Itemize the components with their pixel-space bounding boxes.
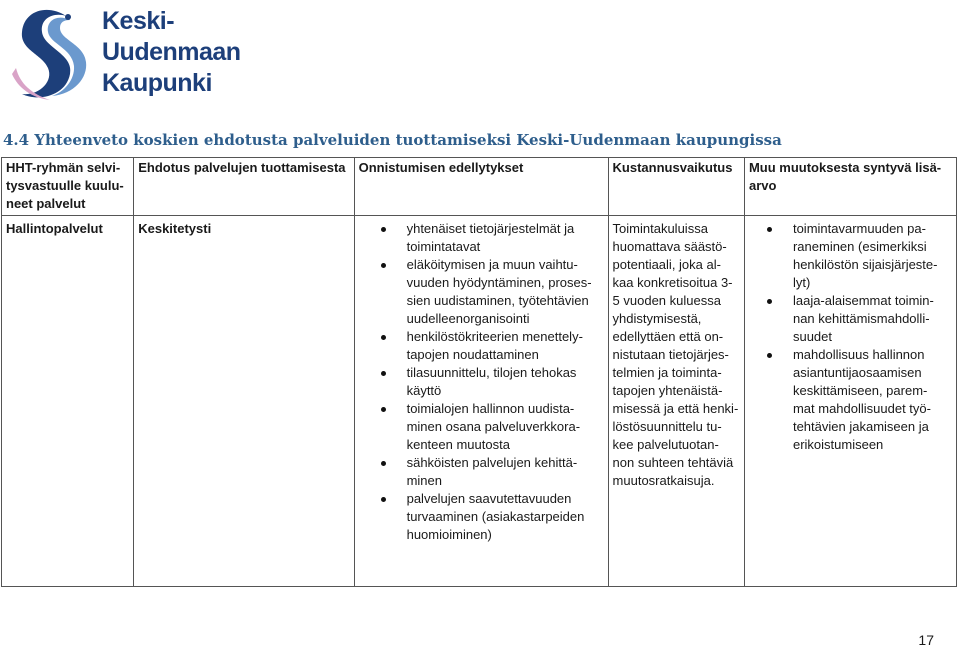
header-line: arvo [748, 178, 777, 193]
cost-line: potentiaali, joka al- [612, 257, 721, 272]
condition-item [359, 454, 604, 490]
list-item-line: yhtenäiset tietojärjestelmät ja [406, 221, 575, 236]
cost-line: misessä ja että henki- [612, 401, 739, 416]
proposal-cell: Keskitetysti [134, 216, 354, 587]
cost-line: Toimintakuluissa [612, 221, 708, 236]
header-cell [134, 158, 354, 216]
cost-line: 5 vuoden kuluessa [612, 293, 721, 308]
cost-line: kee palvelutuotan- [612, 437, 719, 452]
cost-line: löstösuunnittelu tu- [612, 419, 722, 434]
cost-line: yhdistymisestä, [612, 311, 702, 326]
condition-item [359, 400, 604, 454]
list-item-line: tilasuunnittelu, tilojen tehokas [406, 365, 577, 380]
list-item-line: käyttö [406, 383, 442, 398]
header-cell [744, 158, 956, 216]
condition-item [359, 328, 604, 364]
table-header-row [2, 158, 957, 216]
header-line: Ehdotus palvelujen tuottamisesta [138, 160, 346, 175]
summary-table [1, 157, 957, 587]
added-value-list [749, 220, 952, 454]
table-row [2, 216, 957, 587]
list-item-line: henkilöstökriteerien menettely- [406, 329, 583, 344]
list-item-line: toimintatavat [406, 239, 481, 254]
list-item-line: tehtävien jakamiseen ja [792, 419, 929, 434]
list-item-line: tapojen noudattaminen [406, 347, 539, 362]
list-item-line: toimintavarmuuden pa- [792, 221, 926, 236]
swan-logo-icon [8, 4, 98, 104]
logo-line: Keski- [102, 7, 175, 35]
list-item-line: lyt) [792, 275, 811, 290]
list-item-line: kenteen muutosta [406, 437, 510, 452]
list-item-line: vuuden hyödyntäminen, proses- [406, 275, 592, 290]
service-cell: Hallintopalvelut [2, 216, 134, 587]
condition-item [359, 220, 604, 256]
cost-line: huomattava säästö- [612, 239, 727, 254]
cost-line: kaa konkretisoitua 3- [612, 275, 733, 290]
added-value-item [749, 220, 952, 292]
header-line: Kustannusvaikutus [612, 160, 733, 175]
condition-item [359, 490, 604, 544]
cost-line: telmien ja toiminta- [612, 365, 722, 380]
list-item-line: huomioiminen) [406, 527, 492, 542]
cost-line: muutosratkaisuja. [612, 473, 715, 488]
list-item-line: sähköisten palvelujen kehittä- [406, 455, 578, 470]
conditions-cell [354, 216, 608, 587]
page-number: 17 [918, 632, 934, 648]
logo-wordmark [102, 6, 241, 99]
header-cell [2, 158, 134, 216]
header-line: neet palvelut [6, 196, 86, 211]
list-item-line: laaja-alaisemmat toimin- [792, 293, 934, 308]
logo-line: Kaupunki [102, 69, 212, 97]
condition-item [359, 256, 604, 328]
header-line: tysvastuulle kuulu- [6, 178, 124, 193]
condition-item [359, 364, 604, 400]
logo [8, 4, 241, 104]
added-value-cell [744, 216, 956, 587]
list-item-line: keskittämiseen, parem- [792, 383, 928, 398]
list-item-line: minen [406, 473, 443, 488]
list-item-line: eläköitymisen ja muun vaihtu- [406, 257, 578, 272]
cost-line: tapojen yhtenäistä- [612, 383, 723, 398]
header-cell [354, 158, 608, 216]
conditions-list [359, 220, 604, 544]
list-item-line: raneminen (esimerkiksi [792, 239, 927, 254]
added-value-item [749, 346, 952, 454]
cost-line: nistutaan tietojärjes- [612, 347, 729, 362]
header-cell [608, 158, 744, 216]
logo-line: Uudenmaan [102, 38, 241, 66]
added-value-item [749, 292, 952, 346]
list-item-line: suudet [792, 329, 833, 344]
header-line: Onnistumisen edellytykset [358, 160, 524, 175]
list-item-line: uudelleenorganisointi [406, 311, 530, 326]
list-item-line: turvaaminen (asiakastarpeiden [406, 509, 585, 524]
list-item-line: mahdollisuus hallinnon [792, 347, 925, 362]
section-heading: 4.4 Yhteenveto koskien ehdotusta palveluiden tuottamiseksi Keski-Uudenmaan kaupungissa [3, 131, 782, 149]
cost-cell [608, 216, 744, 587]
list-item-line: henkilöstön sijaisjärjeste- [792, 257, 938, 272]
cost-line: edellyttäen että on- [612, 329, 724, 344]
cost-line: non suhteen tehtäviä [612, 455, 734, 470]
list-item-line: palvelujen saavutettavuuden [406, 491, 572, 506]
header-line: HHT-ryhmän selvi- [6, 160, 121, 175]
list-item-line: minen osana palveluverkkora- [406, 419, 581, 434]
list-item-line: asiantuntijaosaamisen [792, 365, 922, 380]
header-line: Muu muutoksesta syntyvä lisä- [748, 160, 942, 175]
list-item-line: sien uudistaminen, työtehtävien [406, 293, 589, 308]
list-item-line: erikoistumiseen [792, 437, 884, 452]
cost-text [613, 220, 740, 490]
list-item-line: mat mahdollisuudet työ- [792, 401, 931, 416]
list-item-line: toimialojen hallinnon uudista- [406, 401, 575, 416]
list-item-line: nan kehittämismahdolli- [792, 311, 930, 326]
